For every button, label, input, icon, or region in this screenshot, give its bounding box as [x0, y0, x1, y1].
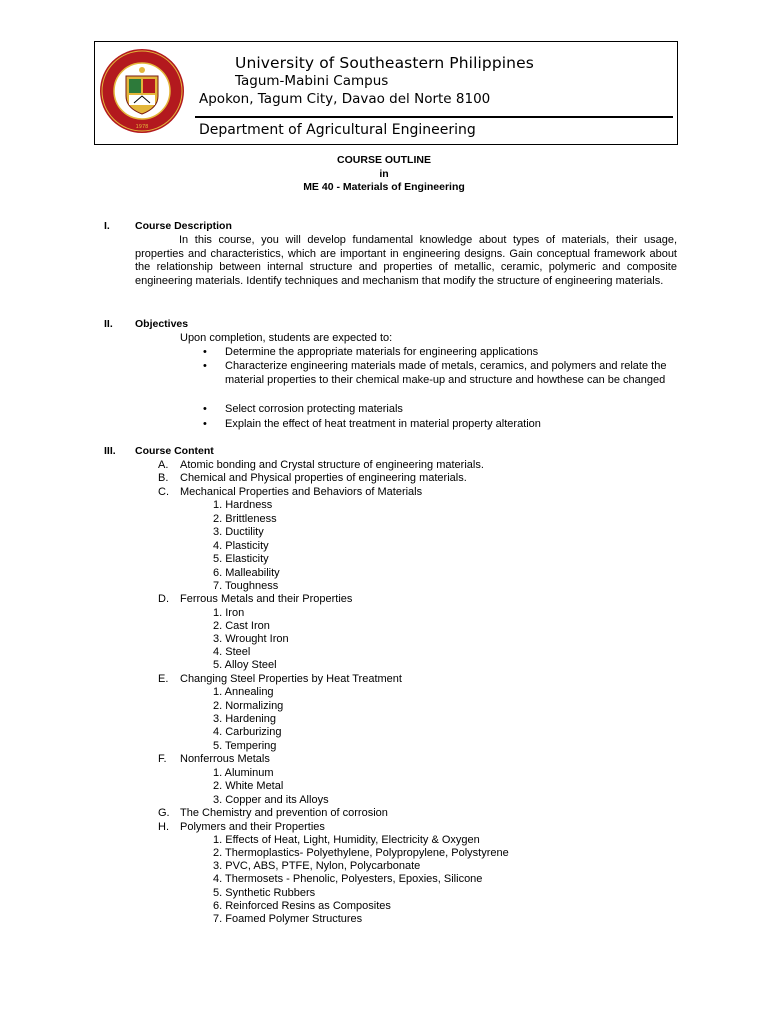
content-subtopic: 7. Toughness — [213, 580, 279, 592]
section-number: I. — [104, 220, 110, 232]
content-topic: The Chemistry and prevention of corrosion — [180, 807, 388, 819]
objective-item: Determine the appropriate materials for engineering applications — [225, 346, 539, 358]
content-letter: B. — [158, 472, 169, 484]
content-subtopic: 2. Normalizing — [213, 700, 284, 712]
content-subtopic: 7. Foamed Polymer Structures — [213, 913, 363, 925]
letterhead — [94, 41, 678, 145]
content-topic: Mechanical Properties and Behaviors of Materials — [180, 486, 423, 498]
content-topic: Changing Steel Properties by Heat Treatment — [180, 673, 402, 685]
content-letter: F. — [158, 753, 167, 765]
content-subtopic: 1. Hardness — [213, 499, 273, 511]
content-letter: G. — [158, 807, 170, 819]
content-subtopic: 2. White Metal — [213, 780, 284, 792]
objective-item: Select corrosion protecting materials — [225, 403, 403, 415]
university-seal-logo — [99, 48, 185, 134]
content-letter: A. — [158, 459, 169, 471]
content-subtopic: 3. Wrought Iron — [213, 633, 289, 645]
campus-address: Apokon, Tagum City, Davao del Norte 8100 — [199, 91, 491, 107]
content-subtopic: 5. Alloy Steel — [213, 659, 277, 671]
content-topic: Chemical and Physical properties of engineering materials. — [180, 472, 467, 484]
content-topic: Ferrous Metals and their Properties — [180, 593, 353, 605]
document-title — [0, 154, 768, 195]
campus-name: Tagum-Mabini Campus — [235, 73, 389, 89]
content-letter: H. — [158, 821, 169, 833]
content-topic: Atomic bonding and Crystal structure of engineering materials. — [180, 459, 484, 471]
header-divider — [195, 116, 673, 118]
content-subtopic: 5. Tempering — [213, 740, 277, 752]
title-line-2: in — [379, 167, 389, 180]
objective-item: Explain the effect of heat treatment in material property alteration — [225, 418, 541, 430]
content-subtopic: 4. Steel — [213, 646, 251, 658]
section-number: II. — [104, 318, 113, 330]
content-subtopic: 4. Carburizing — [213, 726, 282, 738]
bullet-icon: • — [203, 418, 207, 430]
university-name: University of Southeastern Philippines — [235, 54, 534, 72]
content-subtopic: 6. Reinforced Resins as Composites — [213, 900, 391, 912]
bullet-icon: • — [203, 403, 207, 415]
title-line-3: ME 40 - Materials of Engineering — [303, 181, 465, 193]
content-subtopic: 3. Copper and its Alloys — [213, 794, 329, 806]
content-subtopic: 1. Annealing — [213, 686, 274, 698]
content-subtopic: 2. Thermoplastics- Polyethylene, Polypropylene, Polystyrene — [213, 847, 509, 859]
content-subtopic: 1. Effects of Heat, Light, Humidity, Electricity & Oxygen — [213, 834, 480, 846]
content-subtopic: 4. Thermosets - Phenolic, Polyesters, Epoxies, Silicone — [213, 873, 483, 885]
objective-item: Characterize engineering materials made of metals, ceramics, and polymers and relate the material properties to their chemical make-up and structure and howthese can be changed — [225, 360, 667, 386]
content-subtopic: 6. Malleability — [213, 567, 280, 579]
content-subtopic: 1. Aluminum — [213, 767, 274, 779]
seal-year: 1978 — [135, 124, 149, 130]
section-title-objectives: Objectives — [135, 318, 189, 330]
content-topic: Polymers and their Properties — [180, 821, 325, 833]
content-subtopic: 2. Brittleness — [213, 513, 277, 525]
bullet-icon: • — [203, 360, 207, 372]
content-subtopic: 5. Synthetic Rubbers — [213, 887, 316, 899]
content-subtopic: 5. Elasticity — [213, 553, 269, 565]
content-subtopic: 1. Iron — [213, 607, 245, 619]
department-name: Department of Agricultural Engineering — [199, 122, 476, 138]
content-subtopic: 2. Cast Iron — [213, 620, 270, 632]
content-subtopic: 3. Ductility — [213, 526, 264, 538]
section-number: III. — [104, 445, 116, 457]
content-subtopic: 4. Plasticity — [213, 540, 269, 552]
course-description-text: In this course, you will develop fundamental knowledge about types of materials, their usage, properties and characteristics, which are important in engineering designs. Gain conceptual framework about the relationship between internal structure and properties of metallic, ceramic, polymeric and composite engineering materials. Identify techniques and mechanism that modify the structure of engineering materials. — [135, 234, 677, 287]
content-subtopic: 3. Hardening — [213, 713, 276, 725]
objectives-intro: Upon completion, students are expected to: — [180, 332, 393, 344]
content-letter: D. — [158, 593, 169, 605]
content-letter: C. — [158, 486, 169, 498]
content-letter: E. — [158, 673, 169, 685]
content-topic: Nonferrous Metals — [180, 753, 270, 765]
section-title-description: Course Description — [135, 220, 232, 232]
section-title-content: Course Content — [135, 445, 214, 457]
title-line-1: COURSE OUTLINE — [337, 154, 431, 166]
bullet-icon: • — [203, 346, 207, 358]
content-subtopic: 3. PVC, ABS, PTFE, Nylon, Polycarbonate — [213, 860, 421, 872]
